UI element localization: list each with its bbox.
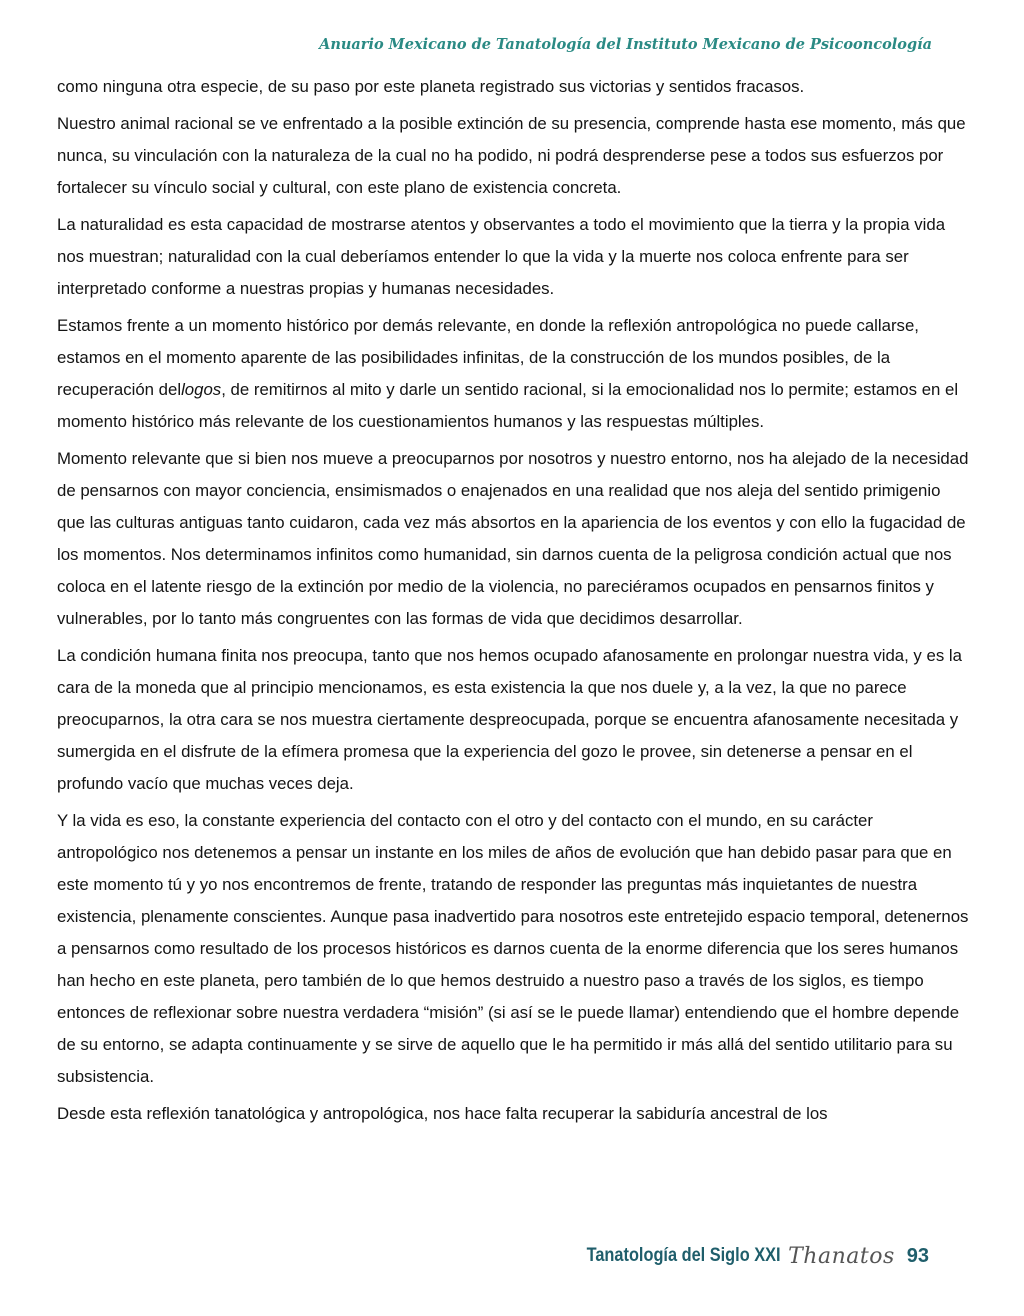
paragraph-5: Momento relevante que si bien nos mueve a preocuparnos por nosotros y nuestro entorno, nos ha alejado de la necesidad de pensarnos con mayor conciencia, ensimismados o enajenados en una realidad que nos aleja del sentido primigenio que las culturas antiguas tanto cuidaron, cada vez más absortos en la apariencia de los eventos y con ello la fugacidad de los momentos. Nos determinamos infinitos como humanidad, sin darnos cuenta de la peligrosa condición actual que nos coloca en el latente riesgo de la extinción por medio de la violencia, no pareciéramos ocupados en pensarnos finitos y vulnerables, por lo tanto más congruentes con las formas de vida que decidimos desarrollar.: [57, 449, 969, 628]
paragraph-1: como ninguna otra especie, de su paso por este planeta registrado sus victorias y sentidos fracasos.: [57, 77, 805, 96]
paragraph-6: La condición humana finita nos preocupa, tanto que nos hemos ocupado afanosamente en prolongar nuestra vida, y es la cara de la moneda que al principio mencionamos, es esta existencia la que nos duele y, a la vez, la que no parece preocuparnos, la otra cara se nos muestra ciertamente despreocupada, porque se encuentra afanosamente necesitada y sumergida en el disfrute de la efímera promesa que la experiencia del gozo le provee, sin detenerse a pensar en el profundo vacío que muchas veces deja.: [57, 646, 962, 793]
running-header: Anuario Mexicano de Tanatología del Instituto Mexicano de Psicooncología: [319, 36, 932, 53]
paragraph-3: La naturalidad es esta capacidad de mostrarse atentos y observantes a todo el movimiento que la tierra y la propia vida nos muestran; naturalidad con la cual deberíamos entender lo que la vida y la muerte nos coloca enfrente para ser interpretado conforme a nuestras propias y humanas necesidades.: [57, 215, 946, 298]
page-number: 93: [906, 1244, 929, 1267]
page-footer: [555, 1236, 929, 1276]
footer-publication-title: Tanatología del Siglo XXI: [586, 1245, 781, 1266]
paragraph-7: Y la vida es eso, la constante experiencia del contacto con el otro y del contacto con el mundo, en su carácter antropológico nos detenemos a pensar un instante en los miles de años de evolución que han debido pasar para que en este momento tú y yo nos encontremos de frente, tratando de responder las preguntas más inquietantes de nuestra existencia, plenamente conscientes. Aunque pasa inadvertido para nosotros este entretejido espacio temporal, detenernos a pensarnos como resultado de los procesos históricos es darnos cuenta de la enorme diferencia que los seres humanos han hecho en este planeta, pero también de lo que hemos destruido a nuestro paso a través de los siglos, es tiempo entonces de reflexionar sobre nuestra verdadera “misión” (si así se le puede llamar) entendiendo que el hombre depende de su entorno, se adapta continuamente y se sirve de aquello que le ha permitido ir más allá del sentido utilitario para su subsistencia.: [57, 811, 969, 1086]
paragraph-4-text-before: Estamos frente a un momento histórico por demás relevante, en donde la reflexión antropológica no puede callarse, estamos en el momento aparente de las posibilidades infinitas, de la construcción de los mundos posibles, de la recuperación del: [57, 316, 919, 399]
paragraph-2: Nuestro animal racional se ve enfrentado a la posible extinción de su presencia, comprende hasta ese momento, más que nunca, su vinculación con la naturaleza de la cual no ha podido, ni podrá desprenderse pese a todos sus esfuerzos por fortalecer su vínculo social y cultural, con este plano de existencia concreta.: [57, 114, 966, 197]
paragraph-4-text-after: , de remitirnos al mito y darle un sentido racional, si la emocionalidad nos lo permite; estamos en el momento histórico más relevante de los cuestionamientos humanos y las respuestas múltiples.: [57, 380, 959, 431]
logos-term: logos: [181, 380, 222, 399]
thanatos-logo: Thanatos: [788, 1243, 895, 1269]
paragraph-4: [57, 310, 969, 438]
paragraph-8: Desde esta reflexión tanatológica y antropológica, nos hace falta recuperar la sabiduría ancestral de los: [57, 1104, 828, 1123]
article-body: [57, 71, 969, 1135]
